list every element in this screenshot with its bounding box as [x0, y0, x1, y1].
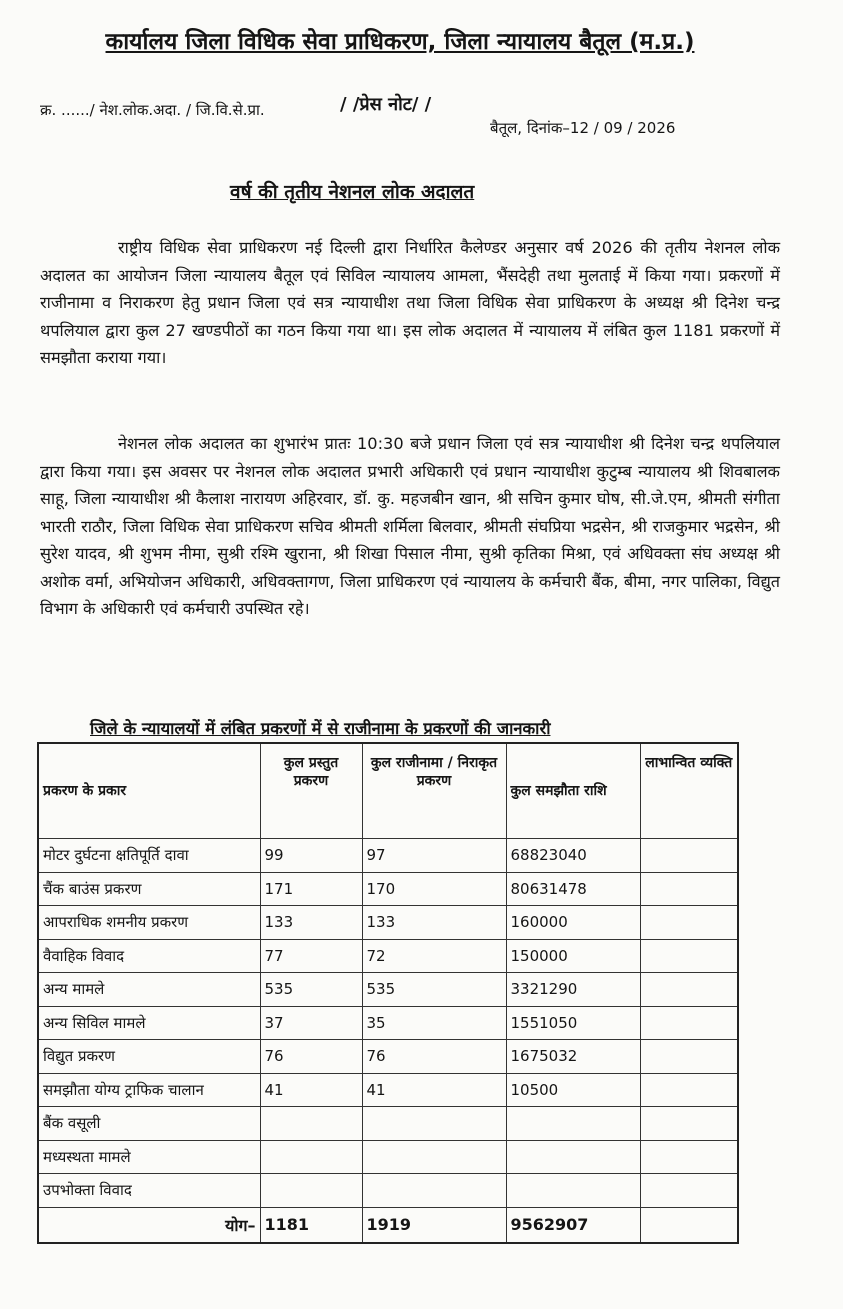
settlement-table [37, 742, 739, 1244]
column-header-amount: कुल समझौता राशि [506, 743, 640, 839]
cell-presented: 99 [260, 839, 362, 873]
cell-settled [362, 1174, 506, 1208]
cell-presented [260, 1174, 362, 1208]
cell-beneficiaries [640, 973, 738, 1007]
cell-amount: 1551050 [506, 1006, 640, 1040]
cell-settled: 170 [362, 872, 506, 906]
cell-presented: 41 [260, 1073, 362, 1107]
cell-beneficiaries [640, 1174, 738, 1208]
cell-case-type: बैंक वसूली [38, 1107, 260, 1141]
column-header-presented: कुल प्रस्तुत प्रकरण [260, 743, 362, 839]
cell-amount: 10500 [506, 1073, 640, 1107]
cell-beneficiaries [640, 1140, 738, 1174]
main-heading: वर्ष की तृतीय नेशनल लोक अदालत [230, 181, 475, 203]
table-row [38, 906, 738, 940]
cell-amount: 80631478 [506, 872, 640, 906]
cell-presented: 77 [260, 939, 362, 973]
table-total-row [38, 1207, 738, 1243]
total-amount: 9562907 [506, 1207, 640, 1243]
paragraph-intro: राष्ट्रीय विधिक सेवा प्राधिकरण नई दिल्ली द्वारा निर्धारित कैलेण्डर अनुसार वर्ष 2026 की तृतीय नेशनल लोक अदालत का आयोजन जिला न्यायालय बैतूल एवं सिविल न्यायालय आमला, भैंसदेही तथा मुलताई में किया गया। प्रकरणों में राजीनामा व निराकरण हेतु प्रधान जिला एवं सत्र न्यायाधीश तथा जिला विधिक सेवा प्राधिकरण के अध्यक्ष श्री दिनेश चन्द्र थपलियाल द्वारा कुल 27 खण्डपीठों का गठन किया गया था। इस लोक अदालत में न्यायालय में लंबित कुल 1181 प्रकरणों में समझौता कराया गया। [40, 238, 780, 367]
table-row [38, 973, 738, 1007]
cell-amount: 3321290 [506, 973, 640, 1007]
column-header-case-type: प्रकरण के प्रकार [38, 743, 260, 839]
cell-amount: 1675032 [506, 1040, 640, 1074]
table-header-row [38, 743, 738, 839]
table-heading: जिले के न्यायालयों में लंबित प्रकरणों में से राजीनामा के प्रकरणों की जानकारी [90, 719, 551, 738]
total-label: योग– [38, 1207, 260, 1243]
cell-case-type: मोटर दुर्घटना क्षतिपूर्ति दावा [38, 839, 260, 873]
cell-settled: 35 [362, 1006, 506, 1040]
cell-beneficiaries [640, 939, 738, 973]
press-note-label: / /प्रेस नोट/ / [340, 94, 432, 115]
table-row [38, 1040, 738, 1074]
cell-case-type: अन्य मामले [38, 973, 260, 1007]
cell-amount [506, 1174, 640, 1208]
cell-presented [260, 1107, 362, 1141]
table-row [38, 1073, 738, 1107]
table-row [38, 839, 738, 873]
cell-beneficiaries [640, 1006, 738, 1040]
cell-amount: 160000 [506, 906, 640, 940]
cell-beneficiaries [640, 1073, 738, 1107]
cell-presented: 171 [260, 872, 362, 906]
date-line: बैतूल, दिनांक–12 / 09 / 2026 [490, 119, 676, 137]
total-beneficiaries [640, 1207, 738, 1243]
cell-amount [506, 1140, 640, 1174]
cell-settled [362, 1140, 506, 1174]
cell-amount: 150000 [506, 939, 640, 973]
column-header-beneficiaries: लाभान्वित व्यक्ति [640, 743, 738, 839]
cell-presented: 535 [260, 973, 362, 1007]
cell-settled: 72 [362, 939, 506, 973]
cell-amount: 68823040 [506, 839, 640, 873]
cell-case-type: आपराधिक शमनीय प्रकरण [38, 906, 260, 940]
cell-presented: 76 [260, 1040, 362, 1074]
cell-settled: 535 [362, 973, 506, 1007]
cell-case-type: समझौता योग्य ट्राफिक चालान [38, 1073, 260, 1107]
cell-beneficiaries [640, 906, 738, 940]
cell-case-type: अन्य सिविल मामले [38, 1006, 260, 1040]
total-presented: 1181 [260, 1207, 362, 1243]
table-row [38, 1107, 738, 1141]
cell-presented: 37 [260, 1006, 362, 1040]
cell-case-type: उपभोक्ता विवाद [38, 1174, 260, 1208]
cell-settled: 41 [362, 1073, 506, 1107]
cell-case-type: मध्यस्थता मामले [38, 1140, 260, 1174]
table-row [38, 872, 738, 906]
cell-settled: 76 [362, 1040, 506, 1074]
cell-beneficiaries [640, 1107, 738, 1141]
office-title: कार्यालय जिला विधिक सेवा प्राधिकरण, जिला न्यायालय बैतूल (म.प्र.) [105, 29, 695, 55]
paragraph-attendees: नेशनल लोक अदालत का शुभारंभ प्रातः 10:30 बजे प्रधान जिला एवं सत्र न्यायाधीश श्री दिनेश चन्द्र थपलियाल द्वारा किया गया। इस अवसर पर नेशनल लोक अदालत प्रभारी अधिकारी एवं प्रधान न्यायाधीश कुटुम्ब न्यायालय श्री शिवबालक साहू, जिला न्यायाधीश श्री कैलाश नारायण अहिरवार, डॉ. कु. महजबीन खान, श्री सचिन कुमार घोष, सी.जे.एम, श्रीमती संगीता भारती राठौर, जिला विधिक सेवा प्राधिकरण सचिव श्रीमती शर्मिला बिलवार, श्रीमती संघप्रिया भद्रसेन, श्री राजकुमार भद्रसेन, श्री सुरेश यादव, श्री शुभम नीमा, सुश्री रश्मि खुराना, श्री शिखा पिसाल नीमा, सुश्री कृतिका मिश्रा, एवं अधिवक्ता संघ अध्यक्ष श्री अशोक वर्मा, अभियोजन अधिकारी, अधिवक्तागण, जिला प्राधिकरण एवं न्यायालय के कर्मचारी बैंक, बीमा, नगर पालिका, विद्युत विभाग के अधिकारी एवं कर्मचारी उपस्थित रहे। [40, 434, 780, 618]
cell-settled [362, 1107, 506, 1141]
cell-amount [506, 1107, 640, 1141]
total-settled: 1919 [362, 1207, 506, 1243]
cell-case-type: चैंक बाउंस प्रकरण [38, 872, 260, 906]
cell-settled: 133 [362, 906, 506, 940]
column-header-settled: कुल राजीनामा / निराकृत प्रकरण [362, 743, 506, 839]
cell-case-type: विद्युत प्रकरण [38, 1040, 260, 1074]
cell-beneficiaries [640, 872, 738, 906]
table-row [38, 1140, 738, 1174]
cell-presented: 133 [260, 906, 362, 940]
table-row [38, 939, 738, 973]
cell-case-type: वैवाहिक विवाद [38, 939, 260, 973]
cell-beneficiaries [640, 1040, 738, 1074]
table-row [38, 1006, 738, 1040]
reference-number: क्र. ....../ नेश.लोक.अदा. / जि.वि.से.प्रा. [40, 101, 265, 119]
cell-beneficiaries [640, 839, 738, 873]
cell-presented [260, 1140, 362, 1174]
cell-settled: 97 [362, 839, 506, 873]
table-row [38, 1174, 738, 1208]
